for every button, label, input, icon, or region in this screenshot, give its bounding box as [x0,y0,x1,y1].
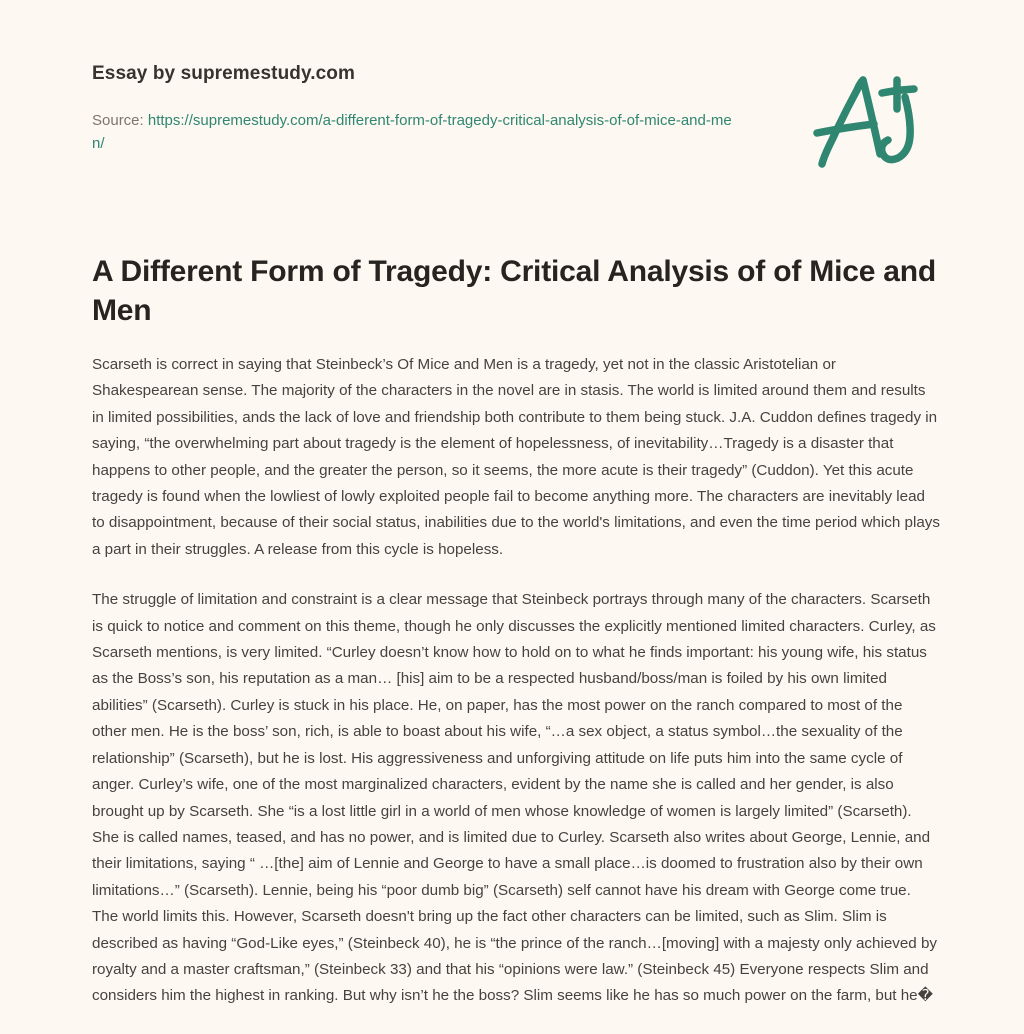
paragraph: Scarseth is correct in saying that Steinbeck’s Of Mice and Men is a tragedy, yet not in the classic Aristotelian or Shakespearean sense. The majority of the characters in the novel are in stasis. The world is limited around them and results in limited possibilities, ands the lack of love and friendship both contribute to them being stuck. J.A. Cuddon defines tragedy in saying, “the overwhelming part about tragedy is the element of hopelessness, of inevitability…Tragedy is a disaster that happens to other people, and the greater the person, so it seems, the more acute is their tragedy” (Cuddon). Yet this acute tragedy is found when the lowliest of lowly exploited people fail to become anything more. The characters are inevitably lead to disappointment, because of their social status, inabilities due to the world's limitations, and even the time period which plays a part in their struggles. A release from this cycle is hopeless. [92,356,940,558]
source-url-link[interactable]: https://supremestudy.com/a-different-form-of-tragedy-critical-analysis-of-of-mice-and-men/ [92,111,732,152]
document-header [92,62,792,155]
paragraph: The struggle of limitation and constraint is a clear message that Steinbeck portrays through many of the characters. Scarseth is quick to notice and comment on this theme, though he only discusses the explicitly mentioned limited characters. Curley, as Scarseth mentions, is very limited. “Curley doesn’t know how to hold on to what he finds important: his young wife, his status as the Boss’s son, his reputation as a man… [his] aim to be a respected husband/boss/man is foiled by his own limited abilities” (Scarseth). Curley is stuck in his place. He, on paper, has the most power on the ranch compared to most of the other men. He is the boss’ son, rich, is able to boast about his wife, “…a sex object, a status symbol…the sexuality of the relationship” (Scarseth), but he is lost. His aggressiveness and unforgiving attitude on life puts him into the same cycle of anger. Curley’s wife, one of the most marginalized characters, evident by the name she is called and her gender, is also brought up by Scarseth. She “is a lost little girl in a world of men whose knowledge of women is largely limited” (Scarseth). She is called names, teased, and has no power, and is limited due to Curley. Scarseth also writes about George, Lennie, and their limitations, saying “ …[the] aim of Lennie and George to have a small place…is doomed to frustration also by their own limitations…” (Scarseth). Lennie, being his “poor dumb big” (Scarseth) self cannot have his dream with George come true. The world limits this. However, Scarseth doesn't bring up the fact other characters can be limited, such as Slim. Slim is described as having “God-Like eyes,” (Steinbeck 40), he is “the prince of the ranch…[moving] with a majesty only achieved by royalty and a master craftsman,” (Steinbeck 33) and that his “opinions were law.” (Steinbeck 45) Everyone respects Slim and considers him the highest in ranking. But why isn’t he the boss? Slim seems like he has so much power on the farm, but he� [92,591,938,1005]
source-line [92,109,742,156]
brand-title: Essay by supremestudy.com [92,63,355,84]
a-plus-logo-icon [812,70,930,172]
essay-body [92,352,940,1010]
source-label: Source: [92,111,148,129]
a-plus-logo [812,70,930,172]
page-title: A Different Form of Tragedy: Critical Analysis of of Mice and Men [92,255,937,327]
